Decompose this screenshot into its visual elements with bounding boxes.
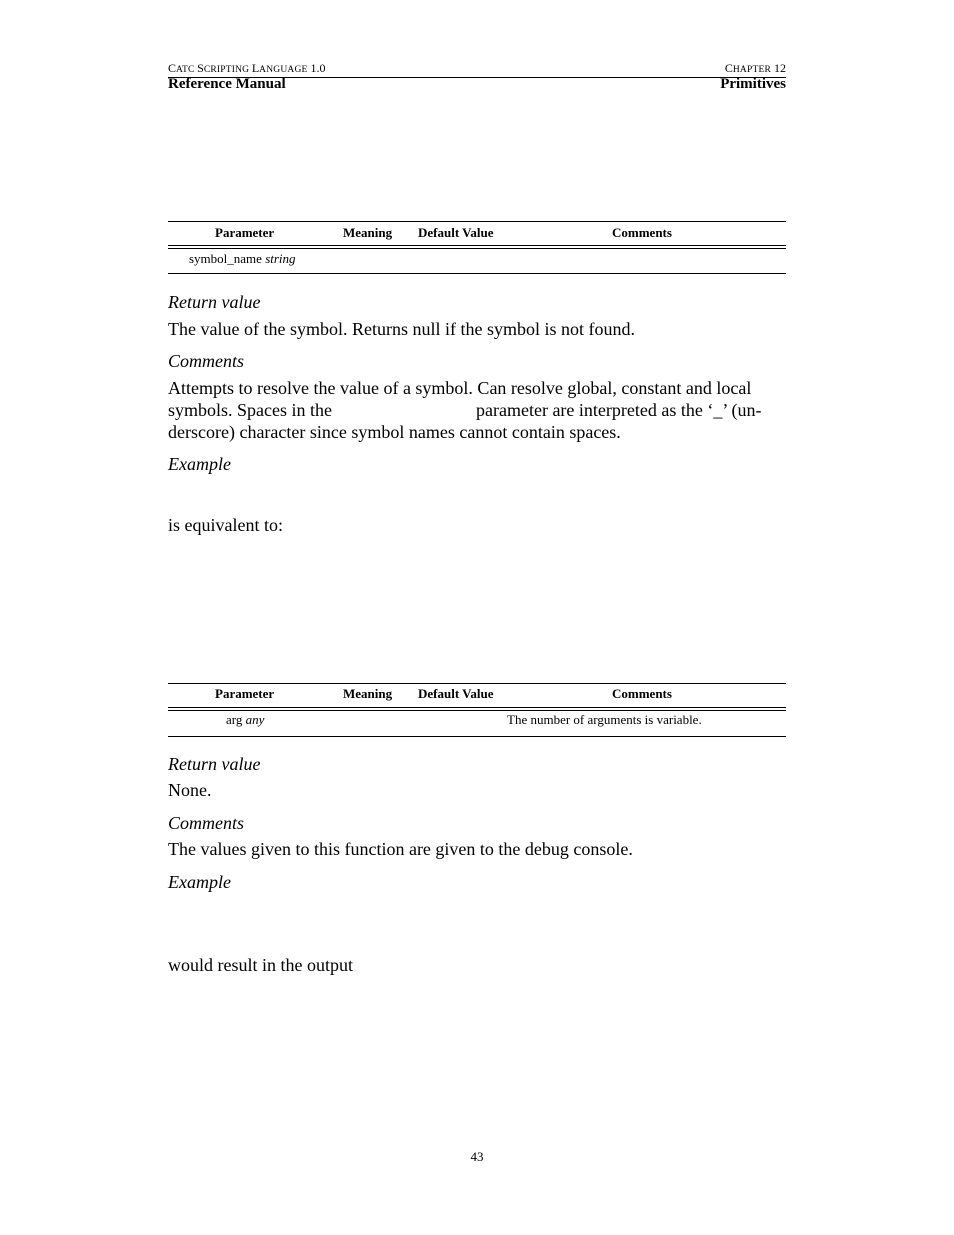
header-title-part: ATC: [176, 65, 198, 75]
header-title-part: L: [251, 61, 260, 75]
header-title-part: C: [168, 61, 177, 75]
comments-text: The values given to this function are given to the debug console.: [168, 839, 633, 859]
param-type: string: [265, 251, 296, 266]
param-type: any: [245, 712, 265, 727]
table-header-rule: [168, 707, 786, 708]
header-chapter: [725, 61, 786, 76]
example-equivalent-text: is equivalent to:: [168, 515, 283, 535]
table-bottom-rule: [168, 736, 786, 737]
example-heading: Example: [168, 454, 231, 474]
comments-line: symbols. Spaces in the: [168, 400, 332, 420]
return-value-heading: Return value: [168, 754, 261, 774]
return-value-heading: Return value: [168, 292, 261, 312]
page-number: 43: [470, 1149, 484, 1164]
comments-line: Attempts to resolve the value of a symbol. Can resolve global, constant and local: [168, 378, 752, 398]
table-bottom-rule: [168, 273, 786, 274]
example-heading: Example: [168, 872, 231, 892]
header-chapter-part: C: [724, 61, 733, 75]
header-manual-name: Reference Manual: [168, 76, 286, 92]
param-name: arg: [226, 712, 243, 727]
header-document-title: [168, 61, 326, 76]
comments-line: parameter are interpreted as the ‘_’ (un-: [476, 400, 762, 420]
example-output-text: would result in the output: [168, 955, 353, 975]
header-title-part: ANGUAGE: [259, 65, 308, 75]
header-title-part: S: [197, 61, 204, 75]
table-top-rule: [168, 221, 786, 222]
column-header-default-value: Default Value: [418, 686, 494, 701]
header-chapter-name: Primitives: [720, 76, 786, 92]
comments-heading: Comments: [168, 813, 244, 833]
column-header-parameter: Parameter: [215, 225, 275, 240]
column-header-parameter: Parameter: [215, 686, 275, 701]
header-title-part: CRIPTING: [203, 65, 252, 75]
table-row: [189, 251, 296, 267]
column-header-default-value: Default Value: [418, 225, 494, 240]
table-top-rule: [168, 683, 786, 684]
header-chapter-part: 12: [771, 61, 786, 75]
column-header-comments: Comments: [612, 686, 672, 701]
header-title-part: 1.0: [307, 61, 326, 75]
return-value-text: None.: [168, 780, 212, 800]
table-row: [226, 712, 264, 728]
header-chapter-part: HAPTER: [732, 65, 771, 75]
comments-heading: Comments: [168, 351, 244, 371]
return-value-text: The value of the symbol. Returns null if the symbol is not found.: [168, 319, 635, 339]
param-name: symbol_name: [189, 251, 262, 266]
column-header-meaning: Meaning: [343, 686, 393, 701]
column-header-comments: Comments: [612, 225, 672, 240]
comments-line: derscore) character since symbol names cannot contain spaces.: [168, 422, 621, 442]
table-header-rule: [168, 248, 786, 249]
table-header-rule: [168, 710, 786, 711]
column-header-meaning: Meaning: [343, 225, 393, 240]
param-comment: The number of arguments is variable.: [507, 712, 702, 727]
table-header-rule: [168, 245, 786, 246]
